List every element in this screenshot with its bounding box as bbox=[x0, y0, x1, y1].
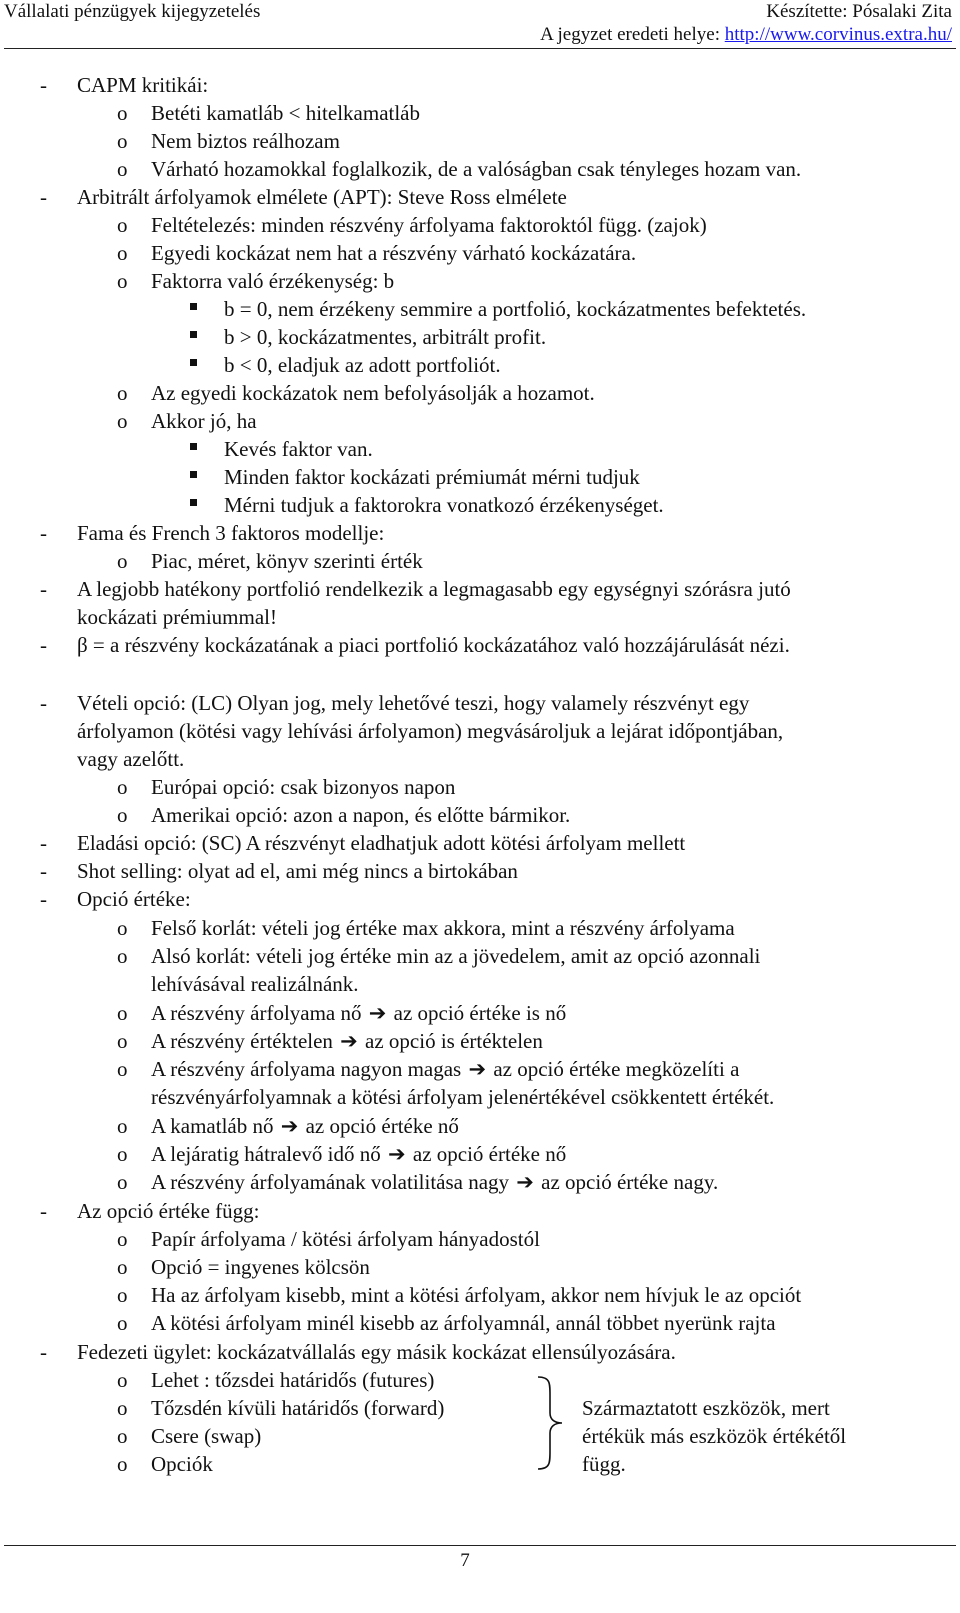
line-put-option: Eladási opció: (SC) A részvényt eladhatjuk adott kötési árfolyam mellett bbox=[77, 831, 686, 855]
dash-marker: - bbox=[40, 831, 47, 855]
o-marker: o bbox=[117, 1311, 128, 1335]
line-derivative-options: Opciók bbox=[151, 1452, 213, 1476]
o-marker: o bbox=[117, 1057, 128, 1081]
o-marker: o bbox=[117, 381, 128, 405]
derivatives-note-2: értékük más eszközök értékétől bbox=[582, 1424, 847, 1448]
line-time-to-maturity bbox=[151, 1140, 566, 1168]
o-marker: o bbox=[117, 1283, 128, 1307]
o-marker: o bbox=[117, 803, 128, 827]
o-marker: o bbox=[117, 1001, 128, 1025]
line-option-value: Opció értéke: bbox=[77, 887, 191, 911]
line-very-high-price bbox=[151, 1055, 739, 1083]
dash-marker: - bbox=[40, 521, 47, 545]
dash-marker: - bbox=[40, 1340, 47, 1364]
header-divider bbox=[4, 48, 956, 49]
line-apt-5c: Mérni tudjuk a faktorokra vonatkozó érzékenységet. bbox=[224, 493, 664, 517]
line-worthless-effect: az opció is értéktelen bbox=[365, 1029, 543, 1053]
o-marker: o bbox=[117, 409, 128, 433]
o-marker: o bbox=[117, 1424, 128, 1448]
o-marker: o bbox=[117, 241, 128, 265]
line-capm-1: Betéti kamatláb < hitelkamatláb bbox=[151, 101, 421, 125]
o-marker: o bbox=[117, 1170, 128, 1194]
line-worthless bbox=[151, 1027, 543, 1055]
o-marker: o bbox=[117, 157, 128, 181]
line-depends-3: Ha az árfolyam kisebb, mint a kötési árfolyam, akkor nem hívjuk le az opciót bbox=[151, 1283, 802, 1307]
o-marker: o bbox=[117, 1396, 128, 1420]
line-call-option-cont1: árfolyamon (kötési vagy lehívási árfolyamon) megvásároljuk a lejárat időpontjában, bbox=[77, 719, 784, 743]
dash-marker: - bbox=[40, 1199, 47, 1223]
line-european-option: Európai opció: csak bizonyos napon bbox=[151, 775, 456, 799]
line-fama-french-1: Piac, méret, könyv szerinti érték bbox=[151, 549, 423, 573]
header-title: Vállalati pénzügyek kijegyzetelés bbox=[4, 1, 261, 22]
arrow-right-icon: ➔ bbox=[280, 1114, 299, 1138]
arrow-right-icon: ➔ bbox=[368, 1001, 387, 1025]
line-value-depends: Az opció értéke függ: bbox=[77, 1199, 260, 1223]
o-marker: o bbox=[117, 1227, 128, 1251]
line-apt-2: Egyedi kockázat nem hat a részvény várható kockázatára. bbox=[151, 241, 637, 265]
line-call-option: Vételi opció: (LC) Olyan jog, mely lehetővé teszi, hogy valamely részvényt egy bbox=[77, 691, 750, 715]
line-depends-1: Papír árfolyama / kötési árfolyam hányadostól bbox=[151, 1227, 540, 1251]
square-bullet-icon bbox=[190, 499, 197, 506]
line-apt-3a: b = 0, nem érzékeny semmire a portfolió, kockázatmentes befektetés. bbox=[224, 297, 807, 321]
line-apt: Arbitrált árfolyamok elmélete (APT): Steve Ross elmélete bbox=[77, 185, 567, 209]
o-marker: o bbox=[117, 1029, 128, 1053]
o-marker: o bbox=[117, 1255, 128, 1279]
line-interest-rate-effect: az opció értéke nő bbox=[305, 1114, 459, 1138]
square-bullet-icon bbox=[190, 303, 197, 310]
dash-marker: - bbox=[40, 691, 47, 715]
line-price-rises-cause: A részvény árfolyama nő bbox=[151, 1001, 362, 1025]
header-source-link[interactable]: http://www.corvinus.extra.hu/ bbox=[724, 24, 952, 45]
line-efficient-portfolio-cont: kockázati prémiummal! bbox=[77, 605, 278, 629]
line-derivative-forward: Tőzsdén kívüli határidős (forward) bbox=[151, 1396, 445, 1420]
square-bullet-icon bbox=[190, 443, 197, 450]
line-beta: β = a részvény kockázatának a piaci portfolió kockázatához való hozzájárulását nézi. bbox=[77, 633, 790, 657]
line-apt-1: Feltételezés: minden részvény árfolyama faktoroktól függ. (zajok) bbox=[151, 213, 707, 237]
arrow-right-icon: ➔ bbox=[516, 1170, 534, 1194]
line-apt-3c: b < 0, eladjuk az adott portfoliót. bbox=[224, 353, 501, 377]
square-bullet-icon bbox=[190, 331, 197, 338]
line-derivative-futures: Lehet : tőzsdei határidős (futures) bbox=[151, 1368, 435, 1392]
line-interest-rate bbox=[151, 1112, 459, 1140]
square-bullet-icon bbox=[190, 471, 197, 478]
header-source-label: A jegyzet eredeti helye: bbox=[540, 24, 725, 45]
line-time-to-maturity-cause: A lejáratig hátralevő idő nő bbox=[151, 1142, 381, 1166]
line-time-to-maturity-effect: az opció értéke nő bbox=[412, 1142, 567, 1166]
line-volatility-effect: az opció értéke nagy. bbox=[541, 1170, 719, 1194]
line-apt-3: Faktorra való érzékenység: b bbox=[151, 269, 395, 293]
line-apt-4: Az egyedi kockázatok nem befolyásolják a hozamot. bbox=[151, 381, 595, 405]
line-hedging: Fedezeti ügylet: kockázatvállalás egy másik kockázat ellensúlyozására. bbox=[77, 1340, 676, 1364]
footer-divider bbox=[4, 1545, 956, 1546]
o-marker: o bbox=[117, 269, 128, 293]
line-very-high-price-effect: az opció értéke megközelíti a bbox=[493, 1057, 740, 1081]
arrow-right-icon: ➔ bbox=[388, 1142, 406, 1166]
curly-brace-icon bbox=[536, 1375, 564, 1471]
line-apt-5: Akkor jó, ha bbox=[151, 409, 257, 433]
arrow-right-icon: ➔ bbox=[340, 1029, 358, 1053]
line-derivative-swap: Csere (swap) bbox=[151, 1424, 262, 1448]
o-marker: o bbox=[117, 213, 128, 237]
line-very-high-price-cont: részvényárfolyamnak a kötési árfolyam jelenértékével csökkentett értékét. bbox=[151, 1085, 775, 1109]
line-apt-5a: Kevés faktor van. bbox=[224, 437, 373, 461]
line-interest-rate-cause: A kamatláb nő bbox=[151, 1114, 274, 1138]
o-marker: o bbox=[117, 1142, 128, 1166]
line-efficient-portfolio: A legjobb hatékony portfolió rendelkezik a legmagasabb egy egységnyi szórásra jutó bbox=[77, 577, 791, 601]
arrow-right-icon: ➔ bbox=[468, 1057, 487, 1081]
o-marker: o bbox=[117, 944, 128, 968]
line-capm: CAPM kritikái: bbox=[77, 73, 209, 97]
line-depends-4: A kötési árfolyam minél kisebb az árfolyamnál, annál többet nyerünk rajta bbox=[151, 1311, 776, 1335]
dash-marker: - bbox=[40, 73, 47, 97]
header-author: Készítette: Pósalaki Zita bbox=[766, 1, 952, 22]
line-worthless-cause: A részvény értéktelen bbox=[151, 1029, 333, 1053]
dash-marker: - bbox=[40, 185, 47, 209]
header-source bbox=[540, 23, 952, 47]
line-lower-bound: Alsó korlát: vételi jog értéke min az a jövedelem, amit az opció azonnali bbox=[151, 944, 761, 968]
o-marker: o bbox=[117, 1114, 128, 1138]
dash-marker: - bbox=[40, 887, 47, 911]
line-lower-bound-cont: lehívásával realizálnánk. bbox=[151, 972, 359, 996]
line-depends-2: Opció = ingyenes kölcsön bbox=[151, 1255, 370, 1279]
line-volatility bbox=[151, 1168, 718, 1196]
line-apt-3b: b > 0, kockázatmentes, arbitrált profit. bbox=[224, 325, 547, 349]
line-very-high-price-cause: A részvény árfolyama nagyon magas bbox=[151, 1057, 462, 1081]
dash-marker: - bbox=[40, 577, 47, 601]
o-marker: o bbox=[117, 101, 128, 125]
o-marker: o bbox=[117, 129, 128, 153]
line-american-option: Amerikai opció: azon a napon, és előtte bármikor. bbox=[151, 803, 571, 827]
line-short-selling: Shot selling: olyat ad el, ami még nincs a birtokában bbox=[77, 859, 518, 883]
page-number: 7 bbox=[460, 1550, 470, 1571]
o-marker: o bbox=[117, 916, 128, 940]
square-bullet-icon bbox=[190, 359, 197, 366]
dash-marker: - bbox=[40, 859, 47, 883]
o-marker: o bbox=[117, 549, 128, 573]
line-capm-2: Nem biztos reálhozam bbox=[151, 129, 340, 153]
line-capm-3: Várható hozamokkal foglalkozik, de a valóságban csak tényleges hozam van. bbox=[151, 157, 802, 181]
derivatives-note-3: függ. bbox=[582, 1452, 626, 1476]
line-upper-bound: Felső korlát: vételi jog értéke max akkora, mint a részvény árfolyama bbox=[151, 916, 735, 940]
o-marker: o bbox=[117, 775, 128, 799]
derivatives-note-1: Származtatott eszközök, mert bbox=[582, 1396, 830, 1420]
o-marker: o bbox=[117, 1452, 128, 1476]
page-header bbox=[0, 0, 960, 52]
line-apt-5b: Minden faktor kockázati prémiumát mérni tudjuk bbox=[224, 465, 640, 489]
line-price-rises-effect: az opció értéke is nő bbox=[393, 1001, 567, 1025]
dash-marker: - bbox=[40, 633, 47, 657]
o-marker: o bbox=[117, 1368, 128, 1392]
line-volatility-cause: A részvény árfolyamának volatilitása nagy bbox=[151, 1170, 510, 1194]
line-call-option-cont2: vagy azelőtt. bbox=[77, 747, 185, 771]
line-fama-french: Fama és French 3 faktoros modellje: bbox=[77, 521, 385, 545]
line-price-rises bbox=[151, 999, 566, 1027]
